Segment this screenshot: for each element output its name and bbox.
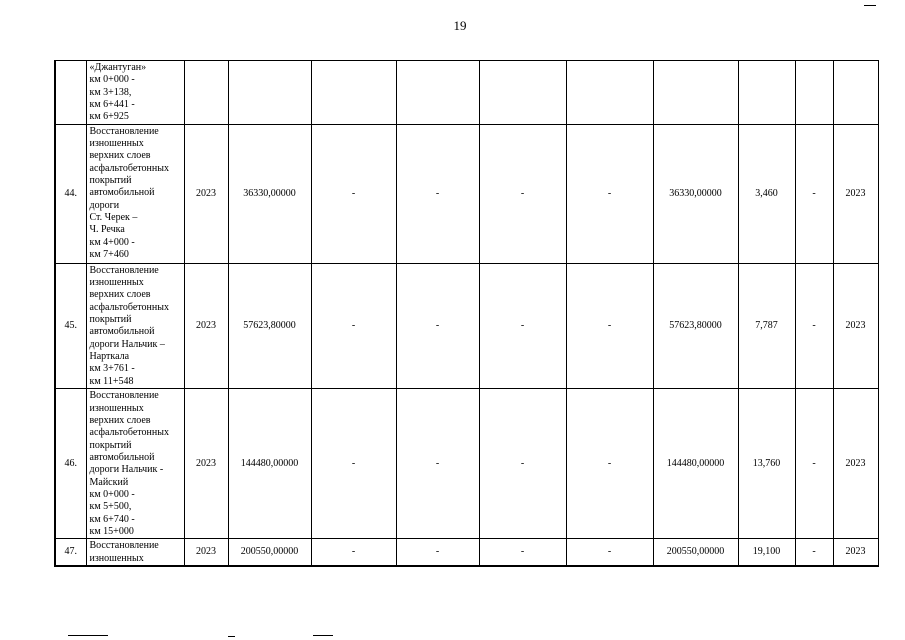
- value-cell: -: [795, 389, 833, 539]
- value-cell: [795, 61, 833, 125]
- value-cell: -: [396, 539, 479, 566]
- road-fund-cell: 200550,00000: [653, 539, 738, 566]
- value-cell: [311, 61, 396, 125]
- value-cell: -: [396, 124, 479, 263]
- year-cell: 2023: [184, 389, 228, 539]
- value-cell: [479, 61, 566, 125]
- value-cell: -: [566, 263, 653, 388]
- page-number: 19: [453, 18, 467, 33]
- total-cost-cell: 57623,80000: [228, 263, 311, 388]
- value-cell: -: [396, 389, 479, 539]
- length-cell: 7,787: [738, 263, 795, 388]
- value-cell: -: [479, 124, 566, 263]
- total-cost-cell: 200550,00000: [228, 539, 311, 566]
- road-fund-cell: [653, 61, 738, 125]
- length-cell: 13,760: [738, 389, 795, 539]
- table-row: [55, 263, 878, 388]
- year-cell: 2023: [184, 263, 228, 388]
- row-number-cell: 44.: [55, 124, 86, 263]
- table-row: [55, 539, 878, 566]
- value-cell: -: [566, 124, 653, 263]
- length-cell: [738, 61, 795, 125]
- value-cell: -: [566, 389, 653, 539]
- row-number-cell: [55, 61, 86, 125]
- object-name-cell: Восстановление изношенных верхних слоев асфальтобетонных покрытий автомобильной дороги Нальчик - Майский км 0+000 - км 5+500, км 6+740 - км 15+000: [86, 389, 184, 539]
- year-cell: 2023: [184, 124, 228, 263]
- data-table: [54, 60, 879, 567]
- year-cell: [184, 61, 228, 125]
- total-cost-cell: 144480,00000: [228, 389, 311, 539]
- road-fund-cell: 144480,00000: [653, 389, 738, 539]
- completion-year-cell: 2023: [833, 124, 878, 263]
- object-name-cell: Восстановление изношенных: [86, 539, 184, 566]
- value-cell: -: [795, 124, 833, 263]
- object-name-cell: Восстановление изношенных верхних слоев асфальтобетонных покрытий автомобильной дороги Ст. Черек – Ч. Речка км 4+000 - км 7+460: [86, 124, 184, 263]
- value-cell: -: [795, 263, 833, 388]
- value-cell: -: [311, 263, 396, 388]
- value-cell: -: [311, 389, 396, 539]
- row-number-cell: 46.: [55, 389, 86, 539]
- value-cell: -: [795, 539, 833, 566]
- value-cell: -: [311, 539, 396, 566]
- table-row: [55, 389, 878, 539]
- road-fund-cell: 57623,80000: [653, 263, 738, 388]
- completion-year-cell: 2023: [833, 263, 878, 388]
- value-cell: [566, 61, 653, 125]
- length-cell: 3,460: [738, 124, 795, 263]
- object-name-cell: Восстановление изношенных верхних слоев асфальтобетонных покрытий автомобильной дороги Нальчик – Нарткала км 3+761 - км 11+548: [86, 263, 184, 388]
- completion-year-cell: 2023: [833, 389, 878, 539]
- completion-year-cell: [833, 61, 878, 125]
- road-fund-cell: 36330,00000: [653, 124, 738, 263]
- value-cell: -: [479, 263, 566, 388]
- bottom-scan-mark: [228, 636, 235, 637]
- total-cost-cell: 36330,00000: [228, 124, 311, 263]
- table-row: [55, 124, 878, 263]
- year-cell: 2023: [184, 539, 228, 566]
- value-cell: -: [566, 539, 653, 566]
- value-cell: -: [479, 389, 566, 539]
- length-cell: 19,100: [738, 539, 795, 566]
- value-cell: [396, 61, 479, 125]
- value-cell: -: [311, 124, 396, 263]
- object-name-cell: «Джантуган» км 0+000 - км 3+138, км 6+441 - км 6+925: [86, 61, 184, 125]
- total-cost-cell: [228, 61, 311, 125]
- completion-year-cell: 2023: [833, 539, 878, 566]
- row-number-cell: 45.: [55, 263, 86, 388]
- table-row: [55, 61, 878, 125]
- row-number-cell: 47.: [55, 539, 86, 566]
- top-dash-mark: [864, 5, 876, 6]
- bottom-scan-mark: [68, 635, 108, 636]
- value-cell: -: [479, 539, 566, 566]
- value-cell: -: [396, 263, 479, 388]
- bottom-scan-mark: [313, 635, 333, 636]
